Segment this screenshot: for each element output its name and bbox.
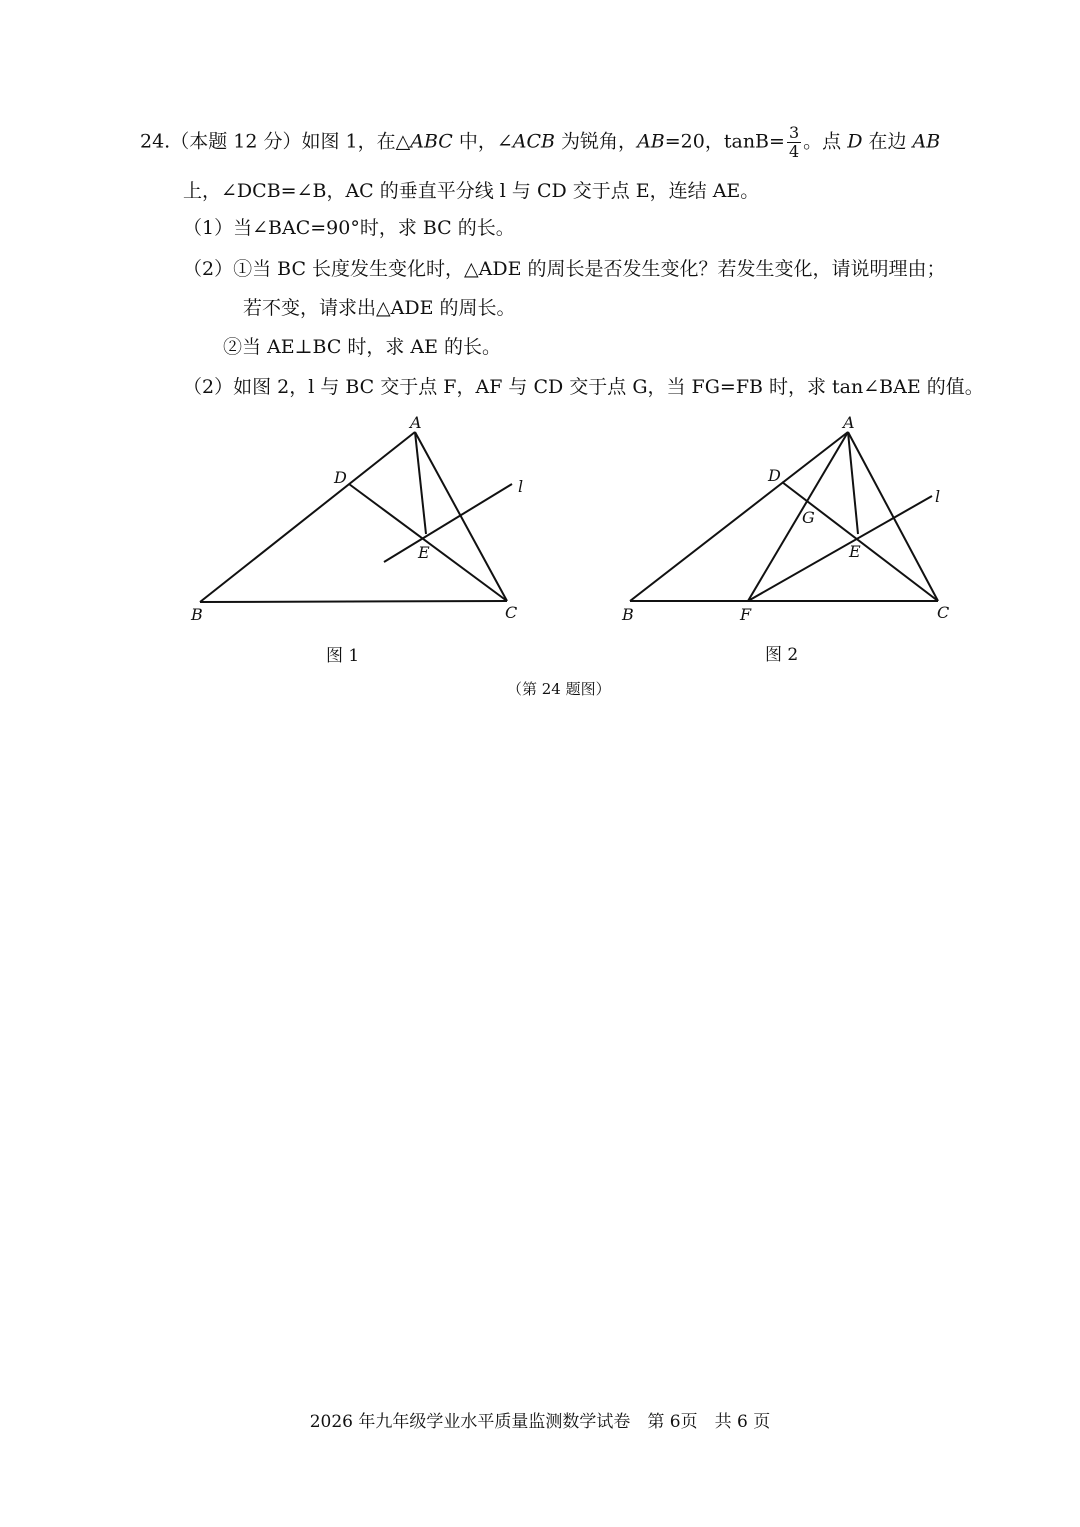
figure-1-caption: 图 1 <box>326 646 360 666</box>
problem-header: 24.（本题 12 分）如图 1，在△ABC 中，∠ACB 为锐角，AB=20，tanB= $\frac{3}{4}$ 。点 D 在边 AB <box>140 123 941 161</box>
fig2-label-l: l <box>935 487 941 506</box>
page-footer: 2026 年九年级学业水平质量监测数学试卷 第 6页 共 6 页 <box>309 1412 771 1432</box>
fig2-line-l <box>748 496 932 601</box>
part-2-1a: （2）①当 BC 长度发生变化时，△ADE 的周长是否发生变化？若发生变化，请说明理由； <box>183 258 946 280</box>
fig2-label-e: E <box>849 542 861 561</box>
part-2-1b: 若不变，请求出△ADE 的周长。 <box>243 297 516 319</box>
figure-2 <box>630 432 941 601</box>
fig1-label-d: D <box>334 468 347 487</box>
fig2-label-a: A <box>843 413 855 432</box>
part-2-2: ②当 AE⊥BC 时，求 AE 的长。 <box>223 336 502 358</box>
fig1-label-a: A <box>410 413 422 432</box>
fig1-label-b: B <box>191 605 203 624</box>
fig1-segment-ac <box>415 432 507 601</box>
fig2-label-d: D <box>768 466 781 485</box>
fig2-label-c: C <box>937 603 950 622</box>
fig1-label-e: E <box>418 543 430 562</box>
fig2-segment-ab <box>630 432 848 601</box>
fig2-label-g: G <box>802 508 815 527</box>
figure-2-caption: 图 2 <box>765 645 799 665</box>
problem-number: 24. <box>140 130 171 153</box>
fig2-segment-af <box>748 432 848 601</box>
problem-line-2: 上，∠DCB=∠B，AC 的垂直平分线 l 与 CD 交于点 E，连结 AE。 <box>183 180 760 202</box>
fig1-segment-ab <box>200 432 415 602</box>
fig1-segment-bc <box>200 601 507 602</box>
fig1-label-l: l <box>518 477 524 496</box>
figure-group-caption: （第 24 题图） <box>507 680 611 698</box>
part-1: （1）当∠BAC=90°时，求 BC 的长。 <box>183 217 515 239</box>
fig1-label-c: C <box>505 603 518 622</box>
figure-2-labels <box>621 413 949 624</box>
part-3: （2）如图 2，l 与 BC 交于点 F，AF 与 CD 交于点 G，当 FG=FB 时，求 tan∠BAE 的值。 <box>183 376 984 398</box>
figure-1 <box>200 432 512 602</box>
figure-1-labels <box>190 413 523 624</box>
fig2-label-f: F <box>740 605 752 624</box>
fig2-segment-ac <box>848 432 941 601</box>
geometry-figures <box>0 400 1080 630</box>
fig2-label-b: B <box>622 605 634 624</box>
fraction-three-quarters: $\frac{3}{4}$ <box>788 123 800 161</box>
